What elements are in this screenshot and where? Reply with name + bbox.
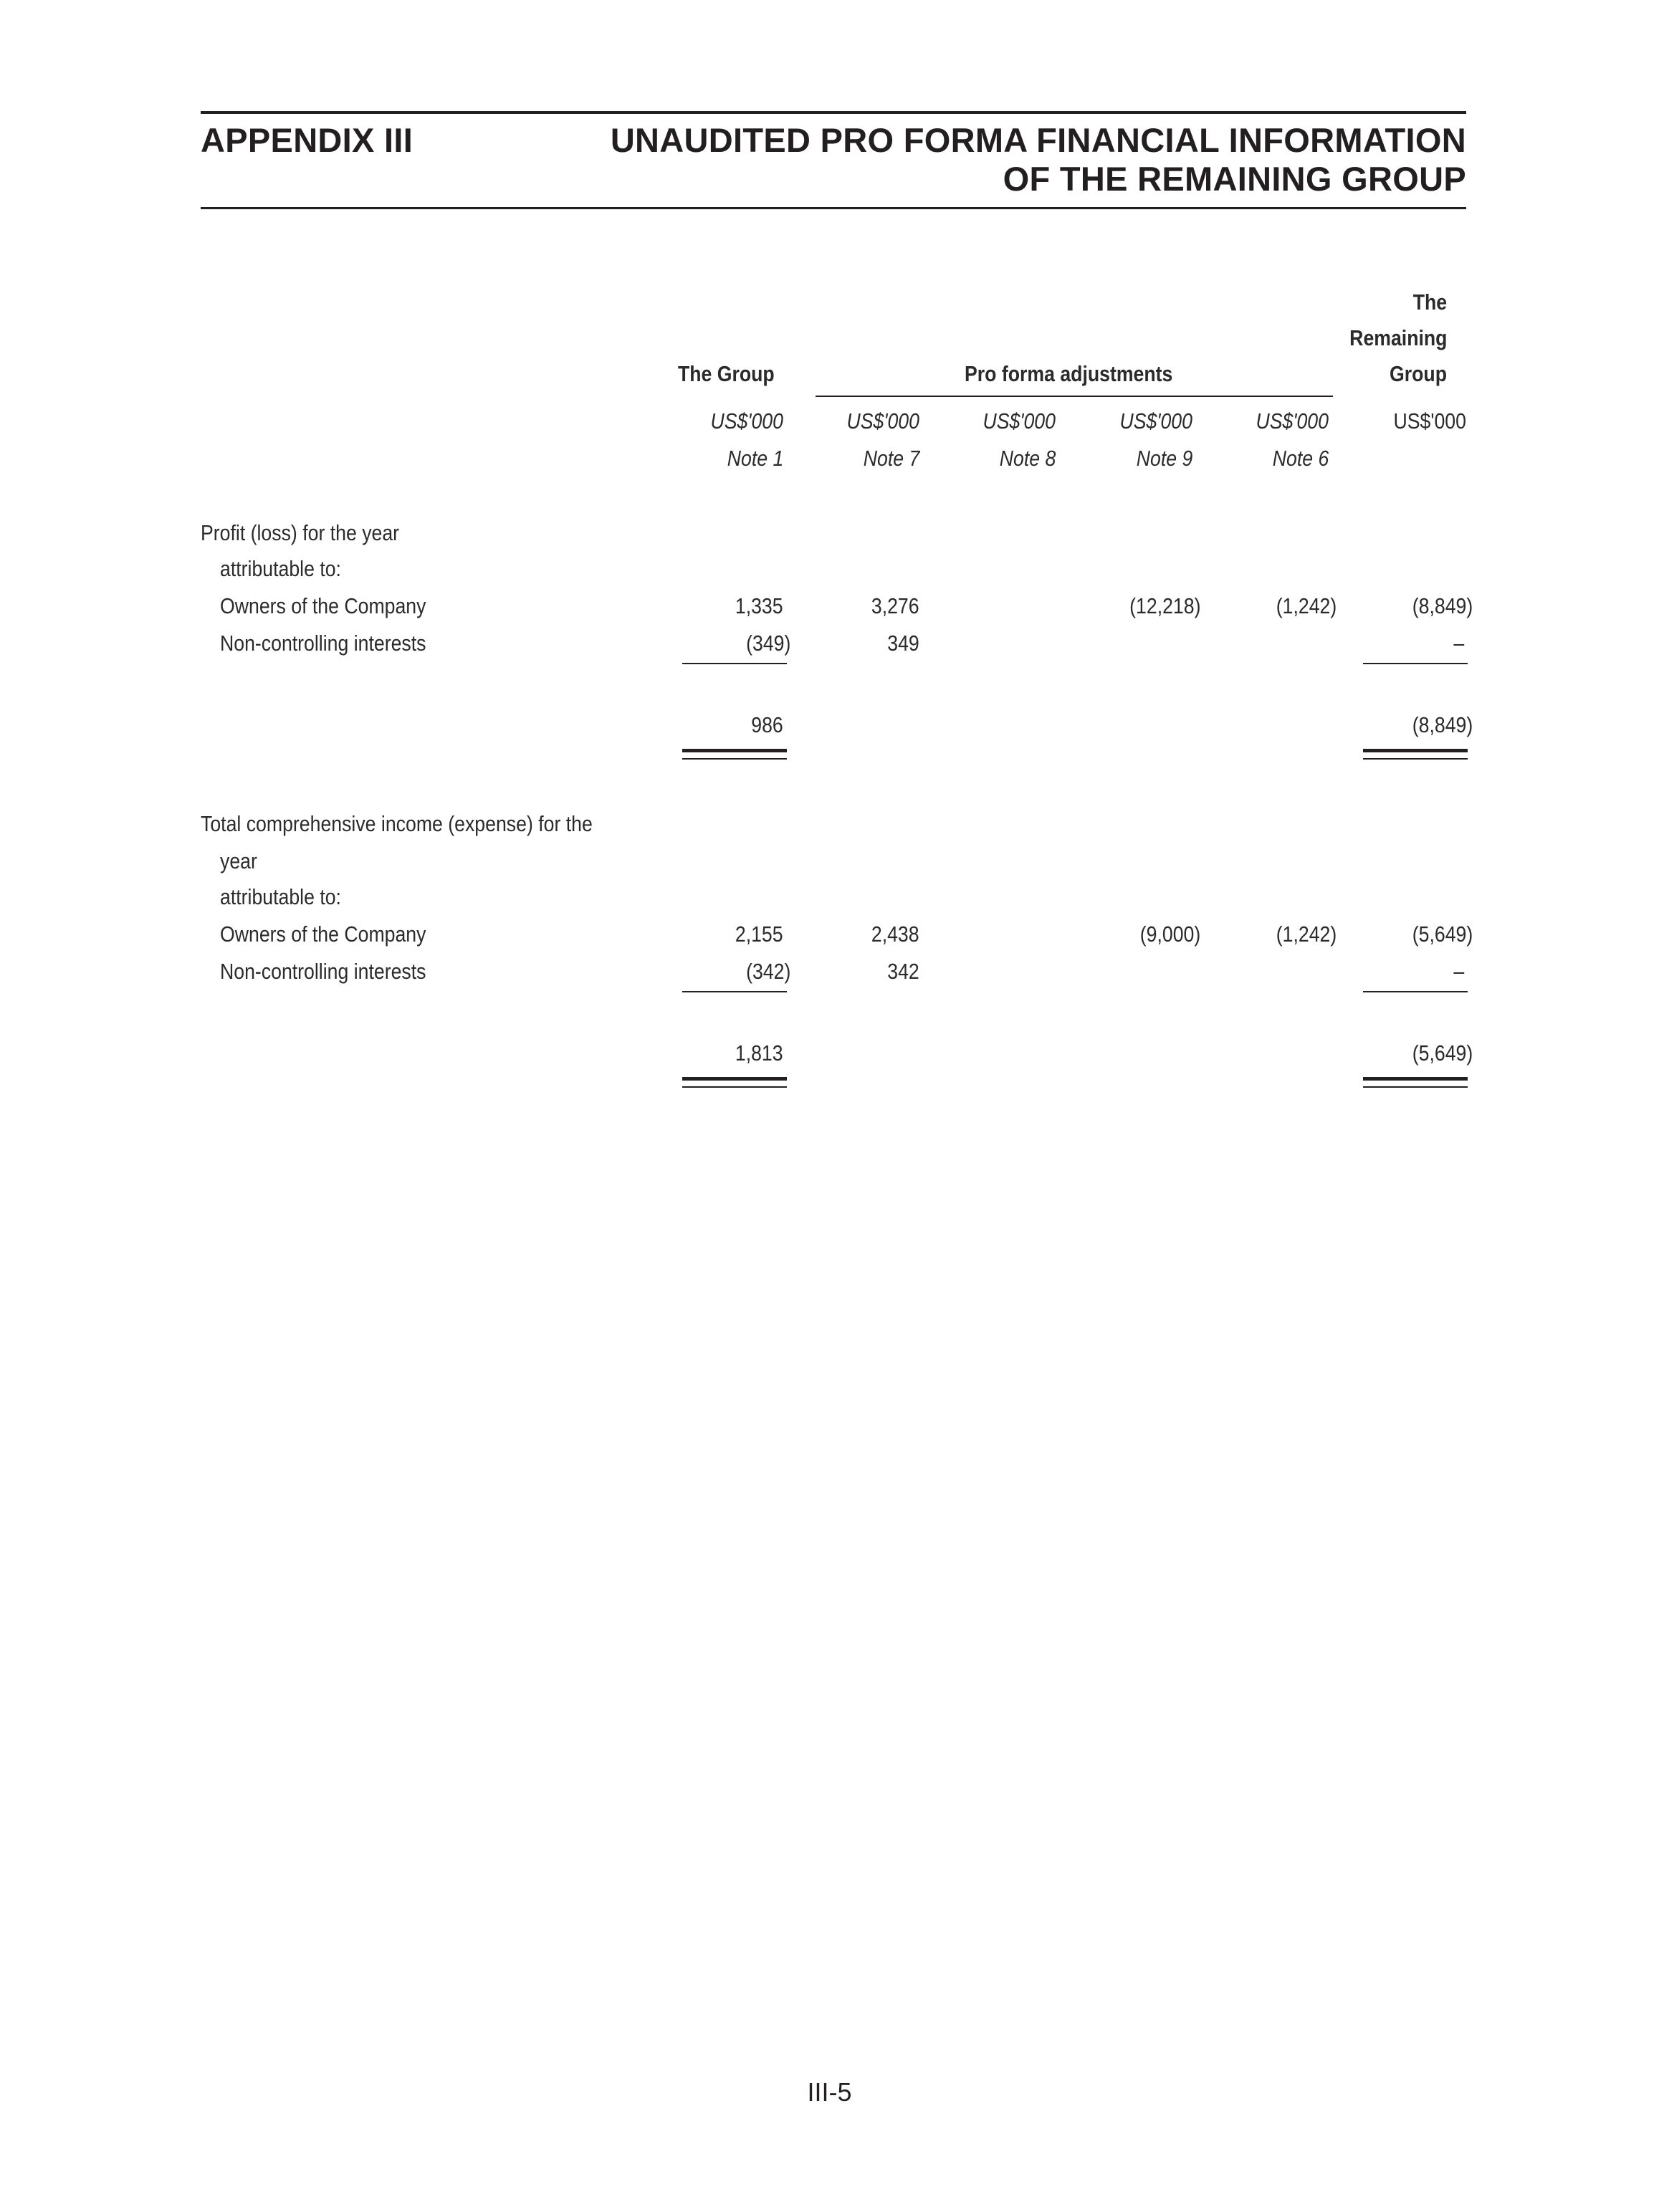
section2-label-3: attributable to:	[220, 884, 341, 909]
appendix-label: APPENDIX III	[201, 121, 413, 159]
s1-subtotal-rule-col6	[1363, 663, 1468, 664]
s2-owners-col4: (9,000)	[1139, 921, 1200, 947]
col-header-pro-forma: Pro forma adjustments	[965, 361, 1173, 386]
s2-owners-col2: 2,438	[871, 921, 919, 947]
unit-col4: US$'000	[1119, 408, 1192, 434]
s2-owners-col5: (1,242)	[1276, 921, 1337, 947]
s2-nci-col6: –	[1453, 959, 1464, 984]
note-col2: Note 7	[863, 446, 919, 471]
s2-owners-col1: 2,155	[735, 921, 783, 947]
s1-total-double-rule-col1-b	[682, 758, 787, 760]
section2-nci-label: Non-controlling interests	[220, 959, 426, 984]
s1-owners-col6: (8,849)	[1412, 593, 1473, 618]
s1-total-col1: 986	[751, 712, 783, 737]
s1-owners-col5: (1,242)	[1276, 593, 1337, 618]
s2-subtotal-rule-col1	[682, 991, 787, 992]
s1-owners-col2: 3,276	[871, 593, 919, 618]
section1-owners-label: Owners of the Company	[220, 593, 426, 618]
s1-nci-col1: (349)	[745, 631, 790, 656]
s2-subtotal-rule-col6	[1363, 991, 1468, 992]
s2-total-double-rule-col1-b	[682, 1086, 787, 1088]
unit-col6: US$'000	[1393, 408, 1466, 434]
page-number: III-5	[807, 2077, 852, 2107]
note-col1: Note 1	[727, 446, 783, 471]
section2-label-1: Total comprehensive income (expense) for the	[201, 811, 593, 836]
s1-total-col6: (8,849)	[1412, 712, 1473, 737]
unit-col2: US$'000	[846, 408, 919, 434]
unit-col3: US$'000	[983, 408, 1056, 434]
unit-col5: US$'000	[1256, 408, 1329, 434]
s2-total-double-rule-col6-b	[1363, 1086, 1468, 1088]
s1-total-double-rule-col1-a	[682, 749, 787, 752]
s1-nci-col6: –	[1453, 631, 1464, 656]
note-col3: Note 8	[999, 446, 1056, 471]
col-header-remaining-3: Group	[1390, 361, 1447, 386]
col-header-remaining-2: Remaining	[1349, 325, 1447, 350]
note-col4: Note 9	[1136, 446, 1192, 471]
page-title-line2: OF THE REMAINING GROUP	[1003, 160, 1466, 198]
s1-total-double-rule-col6-b	[1363, 758, 1468, 760]
page-title-line1: UNAUDITED PRO FORMA FINANCIAL INFORMATION	[610, 121, 1466, 159]
s2-owners-col6: (5,649)	[1412, 921, 1473, 947]
s2-total-col6: (5,649)	[1412, 1040, 1473, 1066]
col-header-remaining-1: The	[1412, 289, 1447, 315]
note-col5: Note 6	[1272, 446, 1329, 471]
s2-nci-col2: 342	[887, 959, 919, 984]
section2-label-2: year	[220, 848, 257, 873]
s1-nci-col2: 349	[887, 631, 919, 656]
s2-total-col1: 1,813	[735, 1040, 783, 1066]
s1-owners-col1: 1,335	[735, 593, 783, 618]
s2-total-double-rule-col6-a	[1363, 1077, 1468, 1081]
section1-label-2: attributable to:	[220, 556, 341, 581]
header-bottom-rule	[201, 207, 1466, 209]
section2-owners-label: Owners of the Company	[220, 921, 426, 947]
section1-label-1: Profit (loss) for the year	[201, 520, 400, 545]
unit-col1: US$'000	[710, 408, 783, 434]
s2-nci-col1: (342)	[745, 959, 790, 984]
s2-total-double-rule-col1-a	[682, 1077, 787, 1081]
pro-forma-underline	[816, 396, 1333, 397]
header-top-rule	[201, 111, 1466, 114]
s1-subtotal-rule-col1	[682, 663, 787, 664]
section1-nci-label: Non-controlling interests	[220, 631, 426, 656]
col-header-the-group: The Group	[678, 361, 775, 386]
s1-owners-col4: (12,218)	[1129, 593, 1200, 618]
s1-total-double-rule-col6-a	[1363, 749, 1468, 752]
